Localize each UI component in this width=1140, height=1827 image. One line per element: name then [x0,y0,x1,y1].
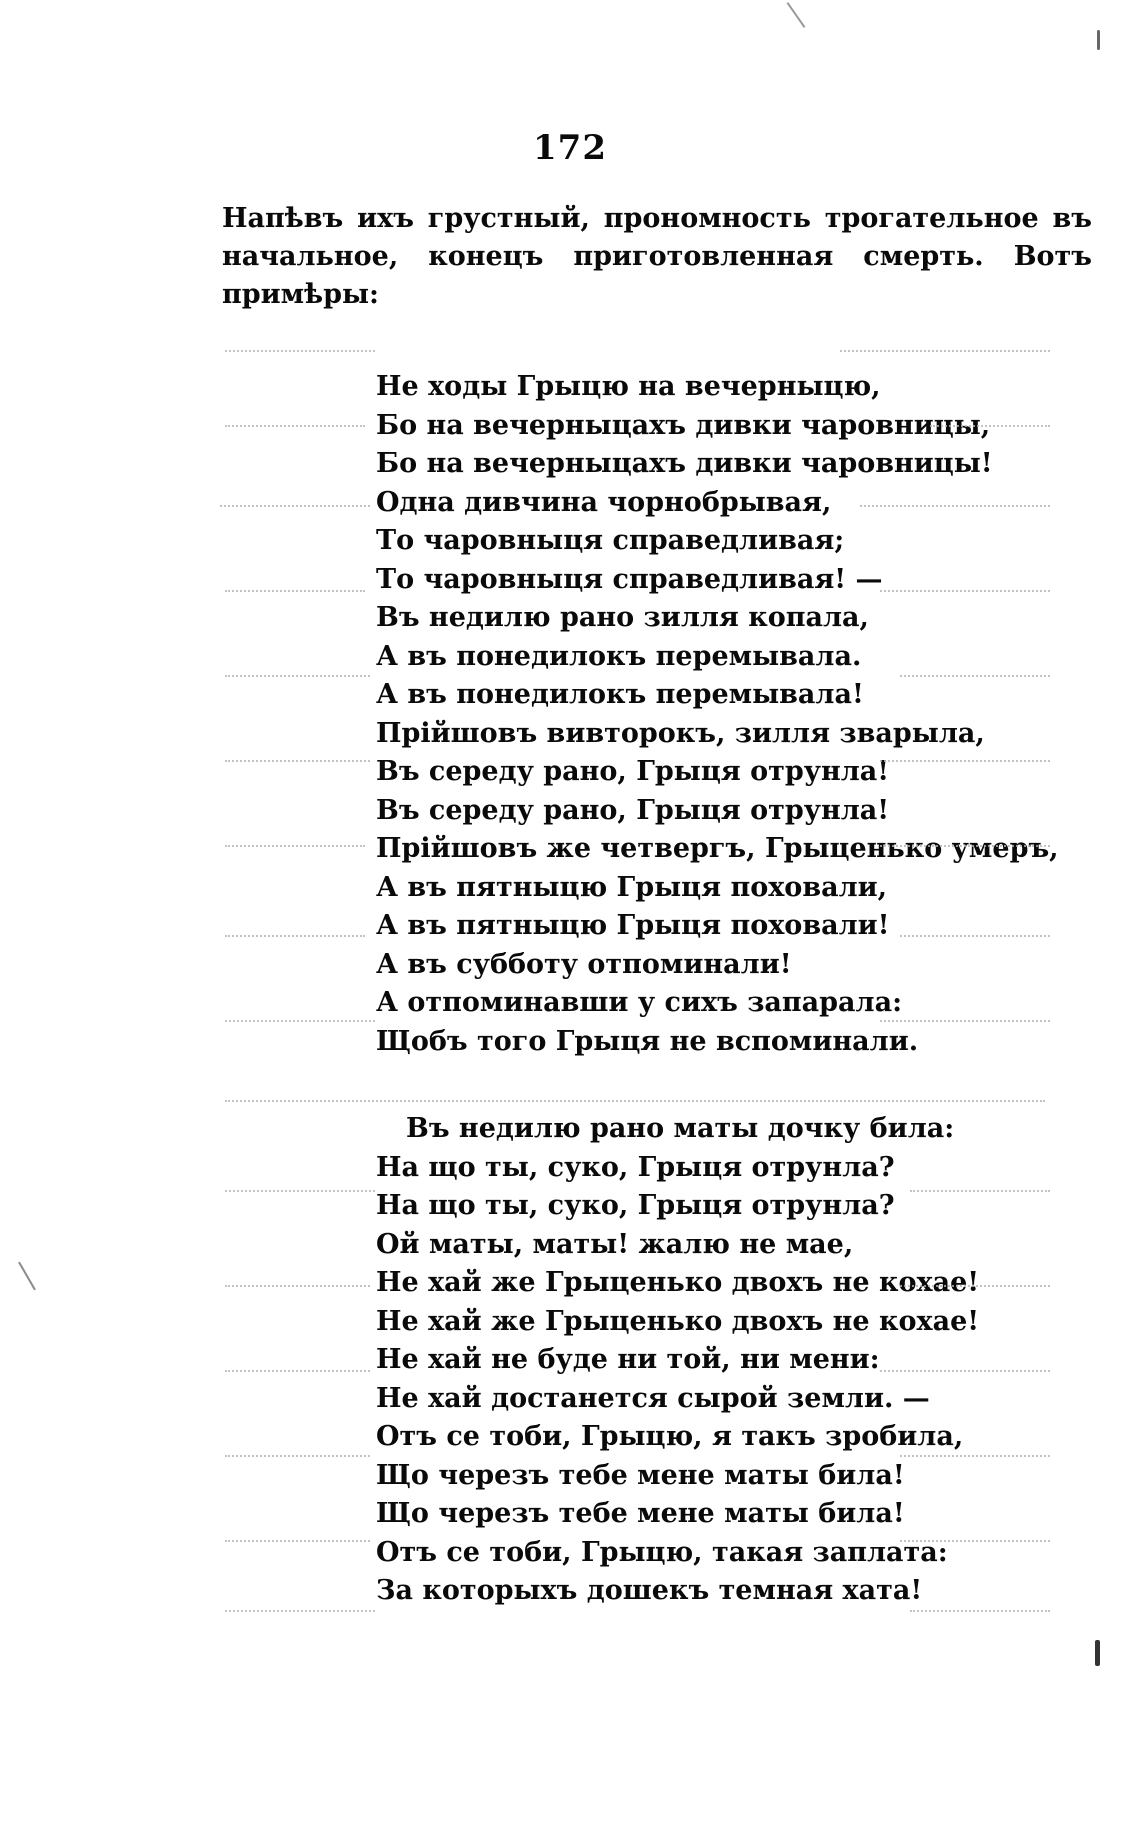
verse-line: За которыхъ дошекъ темная хата! [376,1575,923,1606]
verse-line: Прійшовъ вивторокъ, зилля зварыла, [376,717,985,749]
verse-line: Въ недилю рано маты дочку била: [406,1113,955,1144]
verse-line: То чаровныця справедливая; [376,525,845,556]
verse-line: А въ субботу отпоминали! [376,948,792,980]
verse-line: А въ понедилокъ перемывала! [376,679,864,710]
verse-line: Не хай достанется сырой земли. — [376,1382,930,1414]
edge-mark [1097,30,1100,50]
verse-line: Не ходы Грыцю на вечерныцю, [376,371,881,402]
verse-block-2 [0,1110,1140,1611]
verse-line: Бо на вечерныцахъ дивки чаровницы, [376,409,991,441]
verse-line: Бо на вечерныцахъ дивки чаровницы! [376,448,993,479]
verse-line: На що ты, суко, Грыця отрунла? [376,1151,895,1183]
bleed-through-line [225,350,375,356]
verse-line: Отъ се тоби, Грыцю, такая заплата: [376,1536,948,1568]
bleed-through-line [225,1610,375,1616]
verse-line: Щобъ того Грыця не вспоминали. [376,1025,919,1057]
bleed-through-line [225,1100,1045,1106]
verse-line: Не хай же Грыценько двохъ не кохае! [376,1305,980,1337]
verse-line: А въ пятныцю Грыця поховали, [376,871,888,903]
verse-line: Що черезъ тебе мене маты била! [376,1498,905,1529]
bleed-through-line [840,350,1050,356]
edge-mark [787,2,806,28]
verse-line: То чаровныця справедливая! — [376,563,883,595]
verse-line: Що черезъ тебе мене маты била! [376,1459,905,1491]
verse-line: Отъ се тоби, Грыцю, я такъ зробила, [376,1421,964,1452]
verse-line: Ой маты, маты! жалю не мае, [376,1228,854,1260]
bleed-through-line [910,1610,1050,1616]
verse-line: А отпоминавши у сихъ запарала: [376,987,903,1018]
verse-line: Не хай не буде ни той, ни мени: [376,1344,880,1375]
verse-line: А въ понедилокъ перемывала. [376,640,862,672]
intro-paragraph: Напѣвъ ихъ грустный, прономность трогательное въ начальное, конецъ приготовленная смерть. Вотъ примѣры: [222,203,1092,310]
verse-line: Въ середу рано, Грыця отрунла! [376,756,890,787]
page-number: 172 [533,128,607,168]
verse-line: Въ недилю рано зилля копала, [376,602,869,633]
verse-line: Прійшовъ же четвергъ, Грыценько умеръ, [376,833,1059,864]
verse-line: Не хай же Грыценько двохъ не кохае! [376,1267,980,1298]
verse-block-1 [0,368,1140,1061]
edge-mark [1095,1640,1100,1666]
verse-line: А въ пятныцю Грыця поховали! [376,910,890,941]
verse-line: На що ты, суко, Грыця отрунла? [376,1190,895,1221]
verse-line: Одна дивчина чорнобрывая, [376,486,832,518]
verse-line: Въ середу рано, Грыця отрунла! [376,794,890,826]
